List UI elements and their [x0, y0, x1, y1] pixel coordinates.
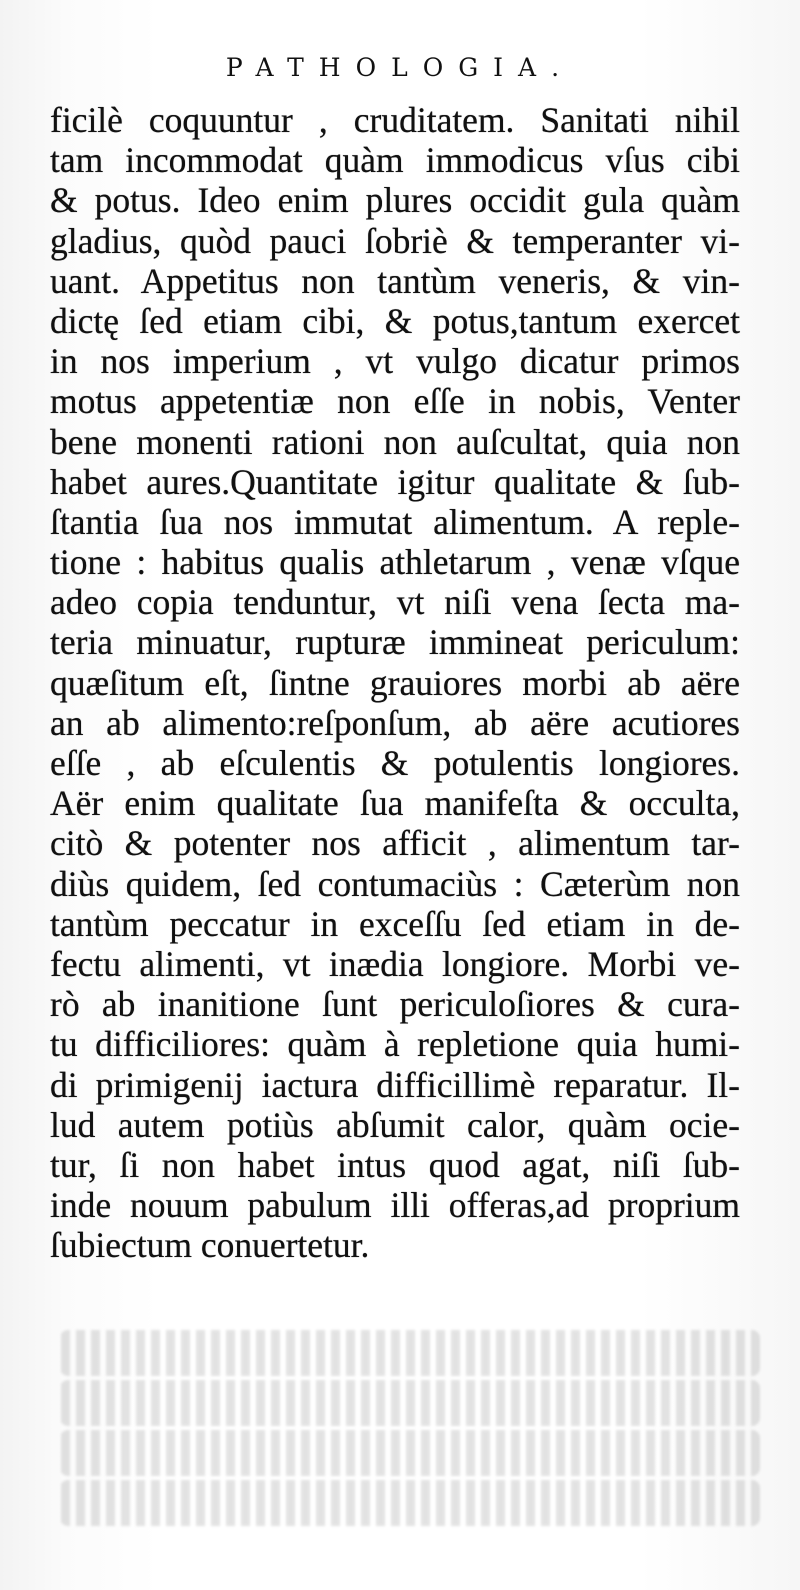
text-line: tantùm peccatur in exceſſu ſed etiam in de-	[50, 903, 740, 944]
show-through-line	[60, 1330, 760, 1376]
text-line: inde nouum pabulum illi offeras,ad proprium	[50, 1185, 740, 1226]
show-through-text	[60, 1330, 760, 1530]
text-line: adeo copia tenduntur, vt niſi vena ſecta ma-	[50, 582, 740, 623]
text-line: lud autem potiùs abſumit calor, quàm ocie-	[50, 1104, 740, 1145]
show-through-line	[60, 1480, 760, 1526]
text-line: fectu alimenti, vt inædia longiore. Morbi ve-	[50, 943, 740, 984]
text-line: eſſe , ab eſculentis & potulentis longiores.	[50, 743, 740, 783]
text-line: tam incommodat quàm immodicus vſus cibi	[50, 140, 740, 181]
show-through-line	[60, 1430, 760, 1476]
text-line: tur, ſi non habet intus quod agat, niſi ſub-	[50, 1144, 740, 1185]
text-line: tione : habitus qualis athletarum , venæ vſque	[50, 542, 740, 583]
text-line: quæſitum eſt, ſintne grauiores morbi ab aëre	[50, 662, 740, 703]
text-line: in nos imperium , vt vulgo dicatur primos	[50, 341, 740, 382]
text-line: dictę ſed etiam cibi, & potus,tantum exercet	[50, 300, 740, 341]
text-line: citò & potenter nos afficit , alimentum tar-	[50, 823, 740, 864]
text-line: ſtantia ſua nos immutat alimentum. A reple-	[50, 501, 740, 542]
text-line: bene monenti rationi non auſcultat, quia non	[50, 421, 740, 462]
running-head: PATHOLOGIA.	[225, 53, 575, 82]
text-line: motus appetentiæ non eſſe in nobis, Venter	[50, 381, 740, 422]
text-line: Aër enim qualitate ſua manifeſta & occulta,	[50, 783, 740, 824]
show-through-line	[60, 1380, 760, 1426]
text-line: di primigenij iactura difficillimè reparatur. Il-	[50, 1064, 740, 1105]
text-line: diùs quidem, ſed contumaciùs : Cæterùm non	[50, 863, 740, 904]
text-line: habet aures.Quantitate igitur qualitate & ſub-	[50, 461, 740, 502]
text-line: teria minuatur, rupturæ immineat periculum:	[50, 622, 740, 663]
text-line: an ab alimento:reſponſum, ab aëre acutiores	[50, 702, 740, 743]
text-line: uant. Appetitus non tantùm veneris, & vin-	[50, 260, 740, 301]
text-line: & potus. Ideo enim plures occidit gula quàm	[50, 180, 740, 221]
page-body-text	[50, 100, 740, 1265]
text-line: ſubiectum conuertetur.	[50, 1225, 370, 1266]
text-line: tu difficiliores: quàm à repletione quia humi-	[50, 1024, 740, 1065]
text-line: rò ab inanitione ſunt periculoſiores & cura-	[50, 984, 740, 1025]
text-line: ficilè coquuntur , cruditatem. Sanitati nihil	[50, 100, 740, 140]
text-line: gladius, quòd pauci ſobriè & temperanter vi-	[50, 220, 740, 261]
